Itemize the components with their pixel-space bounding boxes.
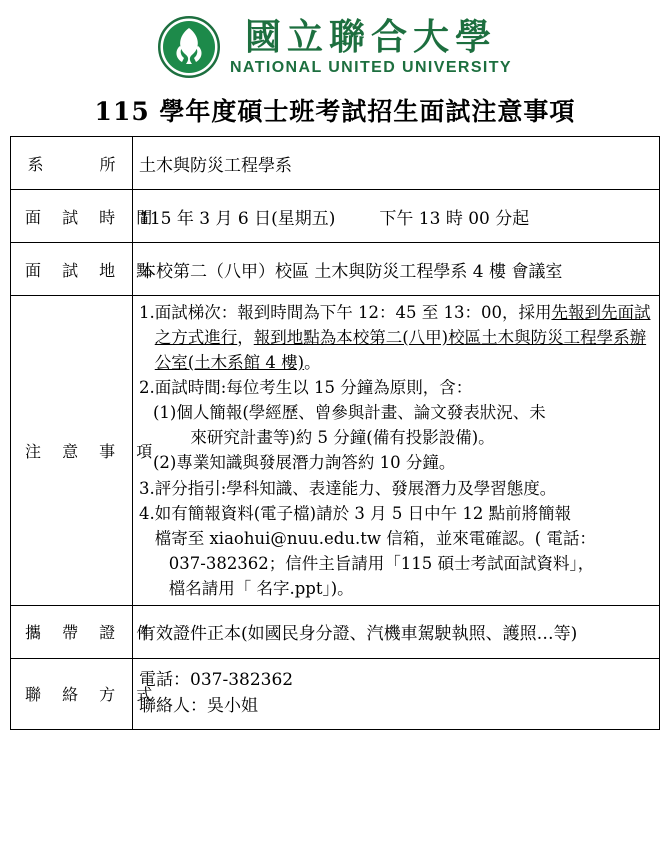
note-item-2 — [139, 375, 653, 400]
interview-clock: 下午 13 時 00 分起 — [379, 208, 530, 229]
notice-table — [10, 136, 660, 730]
contact-person: 聯絡人：吳小姐 — [139, 695, 258, 716]
note-2-text: 面試時間:每位考生以 15 分鐘為原則，含： — [154, 378, 473, 398]
note-2b-number: (2) — [153, 453, 177, 473]
note-item-1 — [139, 300, 653, 375]
note-item-4 — [139, 501, 653, 601]
table-row-documents — [11, 605, 660, 658]
note-2a-number: (1) — [153, 403, 177, 423]
value-interview-time — [133, 190, 660, 243]
note-item-3 — [139, 476, 653, 501]
note-3-text: 評分指引:學科知識、表達能力、發展潛力及學習態度。 — [154, 478, 557, 498]
label-contact: 聯 絡 方 式 — [11, 658, 133, 729]
note-1-number: 1. — [139, 303, 155, 322]
note-4-number: 4. — [139, 503, 155, 523]
note-3-number: 3. — [139, 478, 155, 498]
value-department: 土木與防災工程學系 — [133, 137, 660, 190]
interview-date: 115 年 3 月 6 日(星期五) — [139, 208, 336, 229]
contact-phone: 電話：037-382362 — [139, 670, 294, 691]
note-2b-text: 專業知識與發展潛力詢答約 10 分鐘。 — [176, 453, 456, 473]
university-wordmark — [229, 15, 513, 76]
nuu-emblem-icon — [158, 16, 220, 78]
note-2-number: 2. — [139, 378, 155, 398]
table-row-interview-place — [11, 243, 660, 296]
label-notes: 注 意 事 項 — [11, 296, 133, 606]
label-department: 系 所 — [11, 137, 133, 190]
note-2a-text: 個人簡報(學經歷、曾參與計畫、論文發表狀況、未 來研究計畫等)約 5 分鐘(備有投影設備)。 — [176, 403, 546, 448]
note-item-2a — [139, 400, 653, 450]
note-4-text: 如有簡報資料(電子檔)請於 3 月 5 日中午 12 點前將簡報 檔寄至 xiaohui@nuu.edu.tw 信箱，並來電確認。( 電話： 037-382362；信件主旨請用「115 碩士考試面試資料」， 檔名請用「 名字.ppt」)。 — [154, 503, 596, 598]
university-header — [10, 8, 660, 86]
label-documents: 攜 帶 證 件 — [11, 605, 133, 658]
value-interview-place: 本校第二（八甲）校區 土木與防災工程學系 4 樓 會議室 — [133, 243, 660, 296]
value-documents: 有效證件正本(如國民身分證、汽機車駕駛執照、護照…等) — [133, 605, 660, 658]
university-name-en: NATIONAL UNITED UNIVERSITY — [229, 58, 513, 76]
label-interview-place: 面 試 地 點 — [11, 243, 133, 296]
table-row-contact — [11, 658, 660, 729]
table-row-notes — [11, 296, 660, 606]
table-row-interview-time — [11, 190, 660, 243]
value-contact — [133, 658, 660, 729]
page-title: 115 學年度碩士班考試招生面試注意事項 — [94, 97, 576, 126]
table-row-department — [11, 137, 660, 190]
note-item-2b — [139, 450, 653, 475]
label-interview-time: 面 試 時 間 — [11, 190, 133, 243]
university-name-cn: 國立聯合大學 — [244, 15, 497, 58]
note-1-text: 面試梯次：報到時間為下午 12：45 至 13：00，採用先報到先面試之方式進行，報到地點為本校第二(八甲)校區土木與防災工程學系辦公室(土木系館 4 樓)。 — [154, 303, 651, 373]
value-notes — [133, 296, 660, 606]
